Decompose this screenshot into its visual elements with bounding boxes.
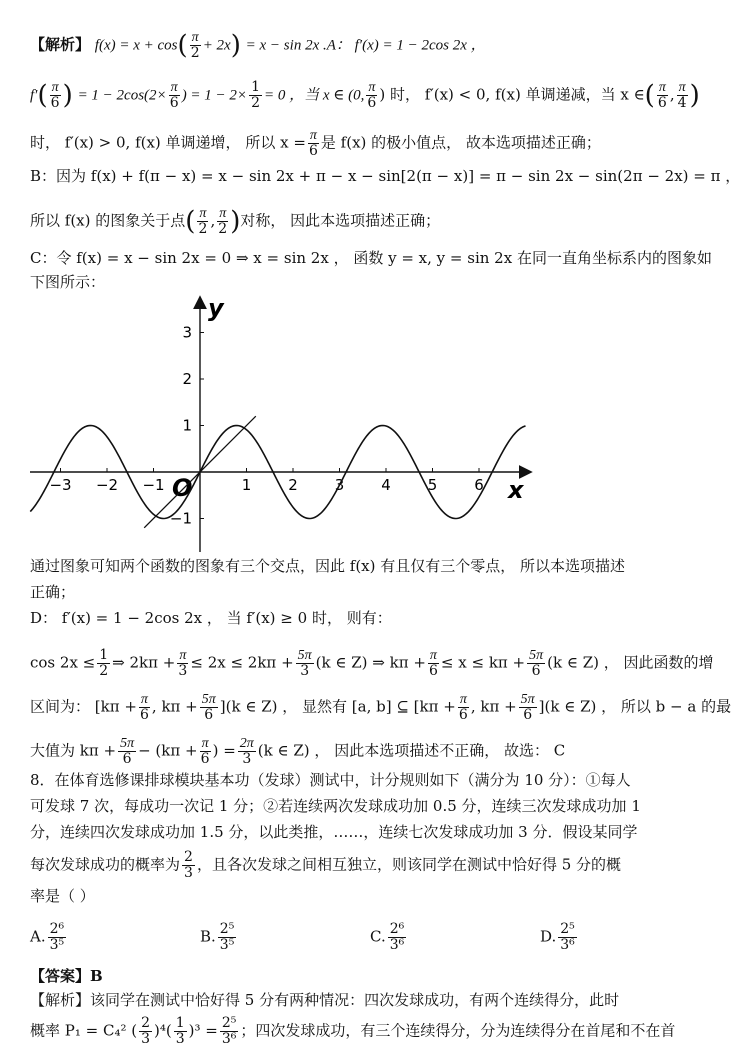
- l1-result: = x − sin 2x .A： f′(x) = 1 − 2cos 2x ，: [245, 37, 486, 54]
- analysis-label: 【解析】: [30, 35, 91, 54]
- y-tick-label: 3: [182, 323, 192, 342]
- line-9: 正确；: [30, 583, 76, 601]
- answer-label: 【答案】B: [30, 967, 103, 985]
- x-tick-label: 2: [288, 476, 298, 494]
- line-11: cos 2x ≤ $\frac{1}{2}$ ⇒ 2kπ + $\frac{\pi}{3}$ ≤ 2x ≤ 2kπ + $\frac{5\pi}{3}$ (k ∈ Z) ⇒ kπ + $\frac{\pi}{6}$ ≤ x ≤ kπ + $\frac{5\pi}{6}$ (k ∈ Z) ， 因此函数的增: [30, 647, 714, 679]
- x-tick-label: 1: [241, 476, 252, 494]
- paren-open: (: [177, 30, 188, 61]
- frac-pi-2: $\frac{\pi}{2}$: [190, 30, 200, 61]
- q8-line-4: 每次发球成功的概率为 $\frac{2}{3}$ ，且各次发球之间相互独立，则该同学在测试中恰好得 5 分的概: [30, 849, 622, 881]
- x-tick-label: −3: [49, 476, 72, 494]
- q8-line-2: 可发球 7 次，每成功一次记 1 分；②若连续两次发球成功加 0.5 分，连续三次发球成功加 1: [30, 797, 641, 815]
- option-d[interactable]: D. $\frac{\text{2⁵}}{\text{3⁶}}$: [540, 921, 575, 953]
- x-tick-label: −1: [142, 476, 165, 494]
- line-5: 所以 f(x) 的图象关于点( $\frac{\pi}{2}$ , $\frac{\pi}{2}$ )对称， 因此本选项描述正确；: [30, 206, 441, 237]
- line-4: B：因为 f(x) + f(π − x) = x − sin 2x + π − x − sin[2(π − x)] = π − sin 2x − sin(2π − 2x) = π ，: [30, 167, 741, 185]
- paren-close: ): [230, 30, 241, 61]
- option-a[interactable]: A. $\frac{\text{2⁶}}{\text{3⁵}}$: [30, 921, 65, 953]
- x-tick-label: 6: [474, 476, 484, 494]
- y-tick-label: −1: [169, 509, 192, 528]
- x-tick-label: −2: [95, 476, 119, 494]
- line-3: 时， f′(x) > 0, f(x) 单调递增， 所以 x = $\frac{\pi}{6}$ 是 f(x) 的极小值点， 故本选项描述正确；: [30, 128, 601, 159]
- q8-line-1: 8．在体育选修课排球模块基本功（发球）测试中，计分规则如下（满分为 10 分）：①每人: [30, 771, 631, 789]
- option-b[interactable]: B. $\frac{\text{2⁵}}{\text{3⁵}}$: [200, 921, 235, 953]
- y-tick-label: 2: [182, 370, 192, 388]
- origin-label: O: [172, 474, 193, 502]
- x-axis-label: x: [508, 476, 524, 504]
- y-axis-label: y: [208, 294, 224, 322]
- line-6: C：令 f(x) = x − sin 2x = 0 ⇒ x = sin 2x ， 函数 y = x, y = sin 2x 在同一直角坐标系内的图象如: [30, 249, 712, 267]
- x-tick-label: 5: [427, 476, 438, 494]
- l1-expr: f(x) = x + cos: [94, 37, 178, 54]
- option-c[interactable]: C. $\frac{\text{2⁶}}{\text{3⁶}}$: [370, 921, 405, 953]
- line-13: 大值为 kπ + $\frac{5\pi}{6}$ − (kπ + $\frac{\pi}{6}$ ) = $\frac{2\pi}{3}$ (k ∈ Z) ， 因此本选项描述不正确， 故选： C: [30, 736, 566, 767]
- line-12: 区间为： [kπ + $\frac{\pi}{6}$ , kπ + $\frac{5\pi}{6}$ ](k ∈ Z) ， 显然有 [a, b] ⊆ [kπ + $\frac{\pi}{6}$ , kπ + $\frac{5\pi}{6}$ ](k ∈ Z) ， 所以 b − a 的最: [30, 692, 732, 723]
- line-10: D： f′(x) = 1 − 2cos 2x ， 当 f′(x) ≥ 0 时， 则有：: [30, 609, 392, 627]
- answer-line-2: 概率 P₁ = C₄² ( $\frac{2}{3}$ )⁴( $\frac{1}{3}$ )³ = $\frac{\text{2⁵}}{\text{3⁶}}$ ；四次发球成功，有三个连续得分，分为连续得分在首尾和不在首: [30, 1015, 676, 1047]
- x-tick-label: 4: [381, 476, 391, 494]
- x-tick-label: 3: [334, 476, 345, 494]
- q8-line-3: 分，连续四次发球成功加 1.5 分，以此类推，……，连续七次发球成功加 3 分．假设某同学: [30, 823, 638, 841]
- line-8: 通过图象可知两个函数的图象有三个交点，因此 f(x) 有且仅有三个零点， 所以本选项描述: [30, 557, 626, 575]
- y-tick-label: 1: [182, 416, 192, 435]
- line-2: f′( $\frac{\pi}{6}$ ) = 1 − 2cos(2× $\frac{\pi}{6}$ ) = 1 − 2× $\frac{1}{2}$ = 0 ，当 x ∈ (0, $\frac{\pi}{6}$ ) 时， f′(x) < 0, f(x) 单调递减，当 x ∈( $\frac{\pi}{6}$ , $\frac{\pi}{4}$ ): [30, 79, 700, 111]
- function-graph: [28, 292, 538, 554]
- q8-line-5: 率是（ ）: [30, 887, 95, 905]
- answer-line-1: 【解析】该同学在测试中恰好得 5 分有两种情况：四次发球成功，有两个连续得分，此时: [30, 991, 620, 1009]
- line-1: 【解析】 f(x) = x + cos( $\frac{\pi}{2}$ + 2x) = x − sin 2x .A： f′(x) = 1 − 2cos 2x ，: [30, 30, 486, 61]
- line-7: 下图所示：: [30, 273, 106, 291]
